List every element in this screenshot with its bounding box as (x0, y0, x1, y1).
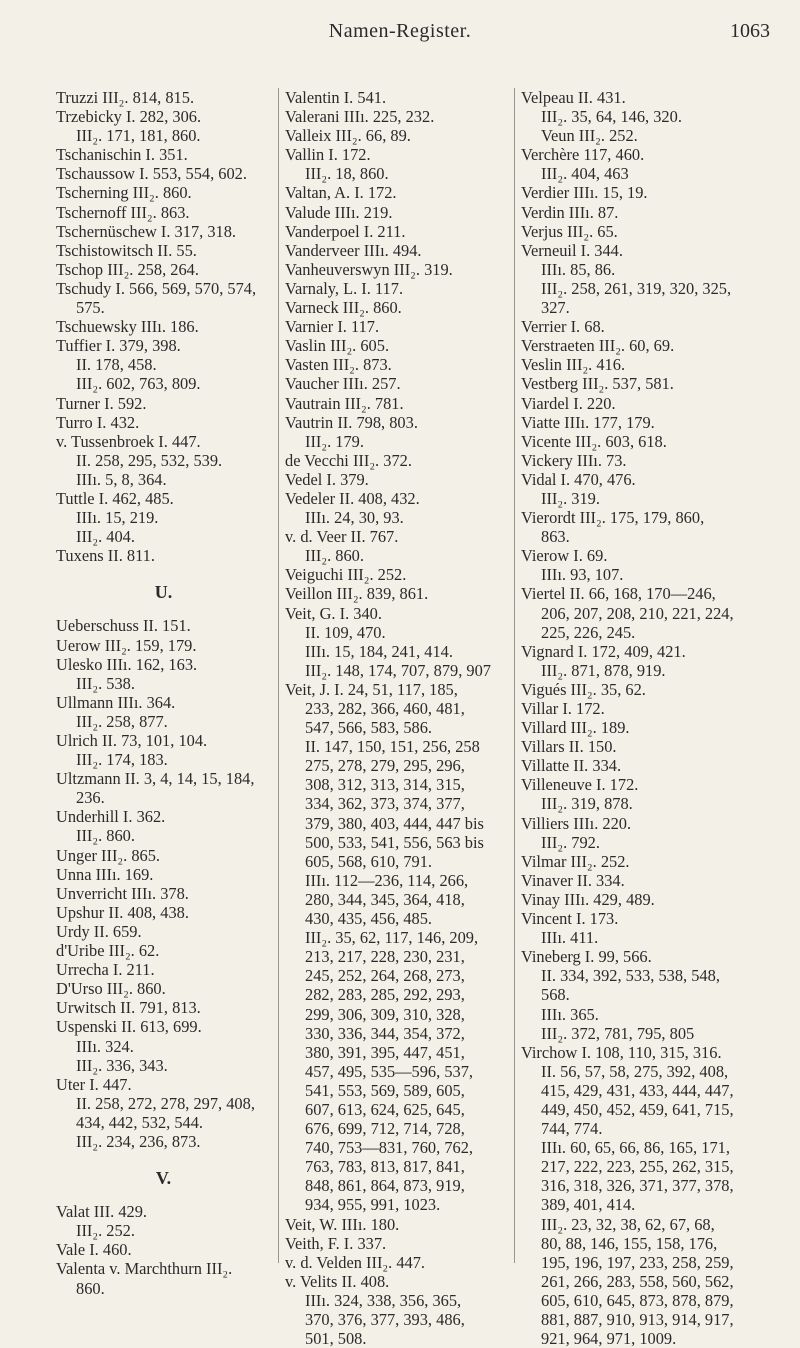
index-entry: Valleix III₂. 66, 89. (285, 126, 411, 146)
index-entry-continuation: 607, 613, 624, 625, 645, (305, 1099, 465, 1119)
index-entry-continuation: III₂. 35, 64, 146, 320. (541, 107, 682, 127)
index-entry-continuation: 541, 553, 569, 589, 605, (305, 1080, 465, 1100)
index-entry: Upshur II. 408, 438. (56, 902, 189, 922)
index-entry-continuation: 225, 226, 245. (541, 622, 636, 642)
index-entry-continuation: 501, 508. (305, 1329, 367, 1348)
index-entry: Veit, J. I. 24, 51, 117, 185, (285, 679, 458, 699)
index-entry-continuation: 206, 207, 208, 210, 221, 224, (541, 603, 734, 623)
index-entry-continuation: III₂. 171, 181, 860. (76, 126, 201, 146)
index-entry-continuation: III₂. 860. (76, 826, 135, 846)
index-entry-continuation: II. 147, 150, 151, 256, 258 (305, 737, 480, 757)
index-entry: Urwitsch II. 791, 813. (56, 998, 201, 1018)
index-column-2 (278, 88, 515, 1348)
index-entry: d'Uribe III₂. 62. (56, 941, 160, 961)
index-entry: Tschaussow I. 553, 554, 602. (56, 164, 247, 184)
index-entry: Uspenski II. 613, 699. (56, 1017, 202, 1037)
index-entry-continuation: 863. (541, 527, 570, 547)
index-entry: Vidal I. 470, 476. (521, 469, 636, 489)
page-header (0, 20, 800, 48)
index-entry-continuation: II. 109, 470. (305, 622, 386, 642)
index-entry: Uter I. 447. (56, 1074, 132, 1094)
index-entry-continuation: IIIı. 15, 219. (76, 508, 159, 528)
index-entry: Vasten III₂. 873. (285, 355, 392, 375)
index-entry: Valenta v. Marchthurn III₂. (56, 1259, 233, 1279)
index-entry-continuation: 605, 568, 610, 791. (305, 851, 433, 871)
index-entry-continuation: III₂. 258, 877. (76, 711, 168, 731)
index-entry: Valat III. 429. (56, 1202, 148, 1222)
index-entry: Villar I. 172. (521, 699, 605, 718)
index-entry: v. d. Veer II. 767. (285, 527, 399, 547)
index-entry: Vierow I. 69. (521, 546, 608, 566)
index-entry: Verneuil I. 344. (521, 240, 623, 260)
index-entry-continuation: 744, 774. (541, 1119, 603, 1139)
index-entry: Truzzi III₂. 814, 815. (56, 88, 195, 107)
index-entry: Vigués III₂. 35, 62. (521, 679, 646, 699)
index-entry-continuation: III₂. 538. (76, 673, 135, 693)
index-entry: Verstraeten III₂. 60, 69. (521, 336, 675, 356)
index-entry-continuation: 449, 450, 452, 459, 641, 715, (541, 1099, 734, 1119)
index-entry-continuation: 389, 401, 414. (541, 1195, 636, 1215)
index-entry: Villars II. 150. (521, 737, 617, 757)
index-entry: Ulesko IIIı. 162, 163. (56, 654, 198, 674)
index-entry-continuation: 233, 282, 366, 460, 481, (305, 699, 465, 718)
index-entry-continuation: 334, 362, 373, 374, 377, (305, 794, 465, 814)
index-entry: Valude IIIı. 219. (285, 202, 393, 222)
index-entry-continuation: 860. (76, 1278, 105, 1298)
index-entry: Verjus III₂. 65. (521, 221, 618, 241)
index-entry: Villiers IIIı. 220. (521, 813, 632, 833)
index-entry: Tuxens II. 811. (56, 546, 155, 566)
index-entry: Unger III₂. 865. (56, 845, 161, 865)
index-entry-continuation: IIIı. 324. (76, 1036, 134, 1056)
index-entry-continuation: II. 258, 295, 532, 539. (76, 450, 223, 470)
index-entry: Vestberg III₂. 537, 581. (521, 374, 674, 394)
index-entry-continuation: III₂. 860. (305, 546, 364, 566)
index-entry-continuation: III₂. 252. (76, 1221, 135, 1241)
index-entry-continuation: 547, 566, 583, 586. (305, 718, 433, 738)
index-entry: Tschuewsky IIIı. 186. (56, 317, 199, 337)
index-entry: Vanheuverswyn III₂. 319. (285, 259, 453, 279)
index-entry: Veit, W. IIIı. 180. (285, 1214, 400, 1234)
index-entry: Vaucher IIIı. 257. (285, 374, 401, 394)
index-entry: Uerow III₂. 159, 179. (56, 635, 197, 655)
index-entry: Tuttle I. 462, 485. (56, 488, 174, 508)
index-entry-continuation: III₂. 336, 343. (76, 1055, 168, 1075)
index-entry-continuation: IIIı. 5, 8, 364. (76, 469, 167, 489)
index-entry: Ulrich II. 73, 101, 104. (56, 731, 208, 750)
index-entry: Vedel I. 379. (285, 469, 369, 489)
index-entry: v. Tussenbroek I. 447. (56, 431, 201, 451)
index-entry: Ultzmann II. 3, 4, 14, 15, 184, (56, 769, 255, 789)
index-entry: Vautrain III₂. 781. (285, 393, 404, 413)
index-entry: Viertel II. 66, 168, 170—246, (521, 584, 716, 604)
index-entry: Tschudy I. 566, 569, 570, 574, (56, 278, 257, 298)
index-entry-continuation: 379, 380, 403, 444, 447 bis (305, 813, 484, 833)
index-entry: Vallin I. 172. (285, 145, 371, 165)
index-entry: Valtan, A. I. 172. (285, 183, 397, 203)
index-entry: Unna IIIı. 169. (56, 864, 154, 884)
index-entry-continuation: 934, 955, 991, 1023. (305, 1195, 441, 1215)
index-entry-continuation: IIIı. 411. (541, 928, 599, 948)
index-entry-continuation: III₂. 792. (541, 832, 600, 852)
index-entry-continuation: II. 56, 57, 58, 275, 392, 408, (541, 1061, 729, 1081)
index-entry: Vanderveer IIIı. 494. (285, 240, 422, 260)
index-entry-continuation: 568. (541, 985, 570, 1005)
index-entry: Vinay IIIı. 429, 489. (521, 889, 655, 909)
index-entry: Vaslin III₂. 605. (285, 336, 390, 356)
index-entry-continuation: 763, 783, 813, 817, 841, (305, 1157, 465, 1177)
index-entry: Vinaver II. 334. (521, 870, 625, 890)
index-entry-continuation: IIIı. 85, 86. (541, 259, 616, 279)
index-entry: Varnaly, L. I. 117. (285, 278, 404, 298)
index-entry-continuation: 316, 318, 326, 371, 377, 378, (541, 1176, 734, 1196)
index-column-1 (56, 88, 271, 1298)
index-entry-continuation: II. 334, 392, 533, 538, 548, (541, 966, 720, 986)
index-entry: Vale I. 460. (56, 1240, 132, 1260)
index-column-3 (514, 88, 783, 1348)
index-entry: v. Velits II. 408. (285, 1271, 390, 1291)
index-entry: Varneck III₂. 860. (285, 298, 402, 318)
index-entry: Unverricht IIIı. 378. (56, 883, 189, 903)
index-entry-continuation: 282, 283, 285, 292, 293, (305, 985, 465, 1005)
index-entry-continuation: 299, 306, 309, 310, 328, (305, 1004, 465, 1024)
index-entry-continuation: 245, 252, 264, 268, 273, (305, 966, 465, 986)
index-entry-continuation: Veun III₂. 252. (541, 126, 638, 146)
page-number: 1063 (730, 20, 770, 42)
index-entry: Valerani IIIı. 225, 232. (285, 107, 435, 127)
index-entry-continuation: 236. (76, 788, 105, 808)
index-entry: Underhill I. 362. (56, 807, 166, 827)
index-entry-continuation: 676, 699, 712, 714, 728, (305, 1119, 465, 1139)
index-entry-continuation: 280, 344, 345, 364, 418, (305, 889, 465, 909)
page-title: Namen-Register. (328, 20, 472, 42)
index-entry: Vedeler II. 408, 432. (285, 488, 420, 508)
index-entry-continuation: 500, 533, 541, 556, 563 bis (305, 832, 484, 852)
index-entry: Vickery IIIı. 73. (521, 450, 627, 470)
index-entry-continuation: III₂. 258, 261, 319, 320, 325, (541, 278, 732, 298)
index-entry-continuation: III₂. 234, 236, 873. (76, 1131, 201, 1151)
section-letter: U. (154, 582, 173, 603)
index-entry: Tschernüschew I. 317, 318. (56, 221, 237, 241)
index-entry: Trzebicky I. 282, 306. (56, 107, 202, 127)
index-entry-continuation: 195, 196, 197, 233, 258, 259, (541, 1252, 734, 1272)
index-entry-continuation: 261, 266, 283, 558, 560, 562, (541, 1271, 734, 1291)
index-entry-continuation: 430, 435, 456, 485. (305, 909, 433, 929)
index-entry-continuation: IIIı. 93, 107. (541, 565, 624, 585)
index-entry: D'Urso III₂. 860. (56, 979, 166, 999)
index-entry: Villeneuve I. 172. (521, 775, 639, 795)
index-entry: Tschop III₂. 258, 264. (56, 259, 199, 279)
index-entry-continuation: 330, 336, 344, 354, 372, (305, 1023, 465, 1043)
index-entry: Tschanischin I. 351. (56, 145, 188, 165)
index-entry: Urdy II. 659. (56, 921, 142, 941)
index-entry-continuation: 921, 964, 971, 1009. (541, 1329, 677, 1348)
section-letter: V. (155, 1168, 172, 1189)
index-entry: Varnier I. 117. (285, 317, 380, 337)
index-entry-continuation: 217, 222, 223, 255, 262, 315, (541, 1157, 734, 1177)
index-entry: Vilmar III₂. 252. (521, 851, 630, 871)
index-entry: Veiguchi III₂. 252. (285, 565, 407, 585)
index-entry-continuation: 380, 391, 395, 447, 451, (305, 1042, 465, 1062)
index-entry-continuation: 605, 610, 645, 873, 878, 879, (541, 1290, 734, 1310)
index-entry-continuation: IIIı. 24, 30, 93. (305, 508, 404, 528)
index-entry-continuation: III₂. 319. (541, 488, 600, 508)
index-entry: Villatte II. 334. (521, 756, 622, 776)
index-entry-continuation: 370, 376, 377, 393, 486, (305, 1310, 465, 1329)
index-entry-continuation: IIIı. 324, 338, 356, 365, (305, 1290, 462, 1310)
index-entry: Vanderpoel I. 211. (285, 221, 406, 241)
index-entry: Veith, F. I. 337. (285, 1233, 387, 1253)
index-entry-continuation: III₂. 319, 878. (541, 794, 633, 814)
index-entry: Ullmann IIIı. 364. (56, 692, 176, 712)
index-entry: Villard III₂. 189. (521, 718, 630, 738)
index-entry-continuation: III₂. 404. (76, 527, 135, 547)
index-entry: Veillon III₂. 839, 861. (285, 584, 429, 604)
index-entry: Tschernoff III₂. 863. (56, 202, 190, 222)
index-entry: Verchère 117, 460. (521, 145, 645, 165)
index-entry-continuation: III₂. 23, 32, 38, 62, 67, 68, (541, 1214, 715, 1234)
index-entry-continuation: 457, 495, 535—596, 537, (305, 1061, 474, 1081)
index-entry-continuation: III₂. 179. (305, 431, 364, 451)
index-entry-continuation: 848, 861, 864, 873, 919, (305, 1176, 465, 1196)
index-entry-continuation: III₂. 602, 763, 809. (76, 374, 201, 394)
index-entry-continuation: 740, 753—831, 760, 762, (305, 1138, 474, 1158)
index-entry: Verrier I. 68. (521, 317, 605, 337)
index-entry-continuation: IIIı. 15, 184, 241, 414. (305, 641, 453, 661)
index-entry-continuation: III₂. 404, 463 (541, 164, 629, 184)
index-entry: Veit, G. I. 340. (285, 603, 382, 623)
index-entry: Turner I. 592. (56, 393, 147, 413)
index-entry: Vierordt III₂. 175, 179, 860, (521, 508, 705, 528)
index-entry: Vautrin II. 798, 803. (285, 412, 418, 432)
index-entry: Turro I. 432. (56, 412, 140, 432)
index-entry: Vineberg I. 99, 566. (521, 947, 652, 967)
index-entry-continuation: IIIı. 112—236, 114, 266, (305, 870, 469, 890)
index-entry-continuation: III₂. 148, 174, 707, 879, 907 (305, 660, 491, 680)
index-entry: Ueberschuss II. 151. (56, 616, 191, 636)
index-entry: de Vecchi III₂. 372. (285, 450, 412, 470)
index-entry: Virchow I. 108, 110, 315, 316. (521, 1042, 722, 1062)
index-entry-continuation: II. 258, 272, 278, 297, 408, (76, 1093, 255, 1113)
index-entry-continuation: III₂. 174, 183. (76, 750, 168, 770)
index-entry-continuation: 308, 312, 313, 314, 315, (305, 775, 465, 795)
index-entry-continuation: 213, 217, 228, 230, 231, (305, 947, 465, 967)
index-entry-continuation: 575. (76, 298, 105, 318)
index-entry: Veslin III₂. 416. (521, 355, 626, 375)
index-entry: Valentin I. 541. (285, 88, 387, 107)
index-entry-continuation: III₂. 372, 781, 795, 805 (541, 1023, 695, 1043)
index-entry: Verdin IIIı. 87. (521, 202, 619, 222)
index-entry: Vicente III₂. 603, 618. (521, 431, 667, 451)
index-entry-continuation: III₂. 35, 62, 117, 146, 209, (305, 928, 479, 948)
index-entry-continuation: IIIı. 365. (541, 1004, 599, 1024)
index-entry: Vincent I. 173. (521, 909, 619, 929)
index-entry-continuation: 881, 887, 910, 913, 914, 917, (541, 1310, 734, 1329)
index-entry: Tuffier I. 379, 398. (56, 336, 181, 356)
index-entry: Tschistowitsch II. 55. (56, 240, 197, 260)
index-entry-continuation: 415, 429, 431, 433, 444, 447, (541, 1080, 734, 1100)
index-entry-continuation: 275, 278, 279, 295, 296, (305, 756, 465, 776)
index-entry-continuation: 80, 88, 146, 155, 158, 176, (541, 1233, 718, 1253)
index-entry: Viatte IIIı. 177, 179. (521, 412, 655, 432)
index-entry-continuation: II. 178, 458. (76, 355, 157, 375)
index-entry: Viardel I. 220. (521, 393, 616, 413)
index-entry: Tscherning III₂. 860. (56, 183, 192, 203)
index-entry: Verdier IIIı. 15, 19. (521, 183, 648, 203)
index-entry-continuation: III₂. 18, 860. (305, 164, 389, 184)
index-entry-continuation: 327. (541, 298, 570, 318)
index-entry-continuation: IIIı. 60, 65, 66, 86, 165, 171, (541, 1138, 730, 1158)
index-entry-continuation: 434, 442, 532, 544. (76, 1112, 204, 1132)
index-entry: Vignard I. 172, 409, 421. (521, 641, 686, 661)
index-entry-continuation: III₂. 871, 878, 919. (541, 660, 666, 680)
index-entry: Urrecha I. 211. (56, 960, 155, 980)
index-entry: v. d. Velden III₂. 447. (285, 1252, 425, 1272)
index-entry: Velpeau II. 431. (521, 88, 626, 107)
